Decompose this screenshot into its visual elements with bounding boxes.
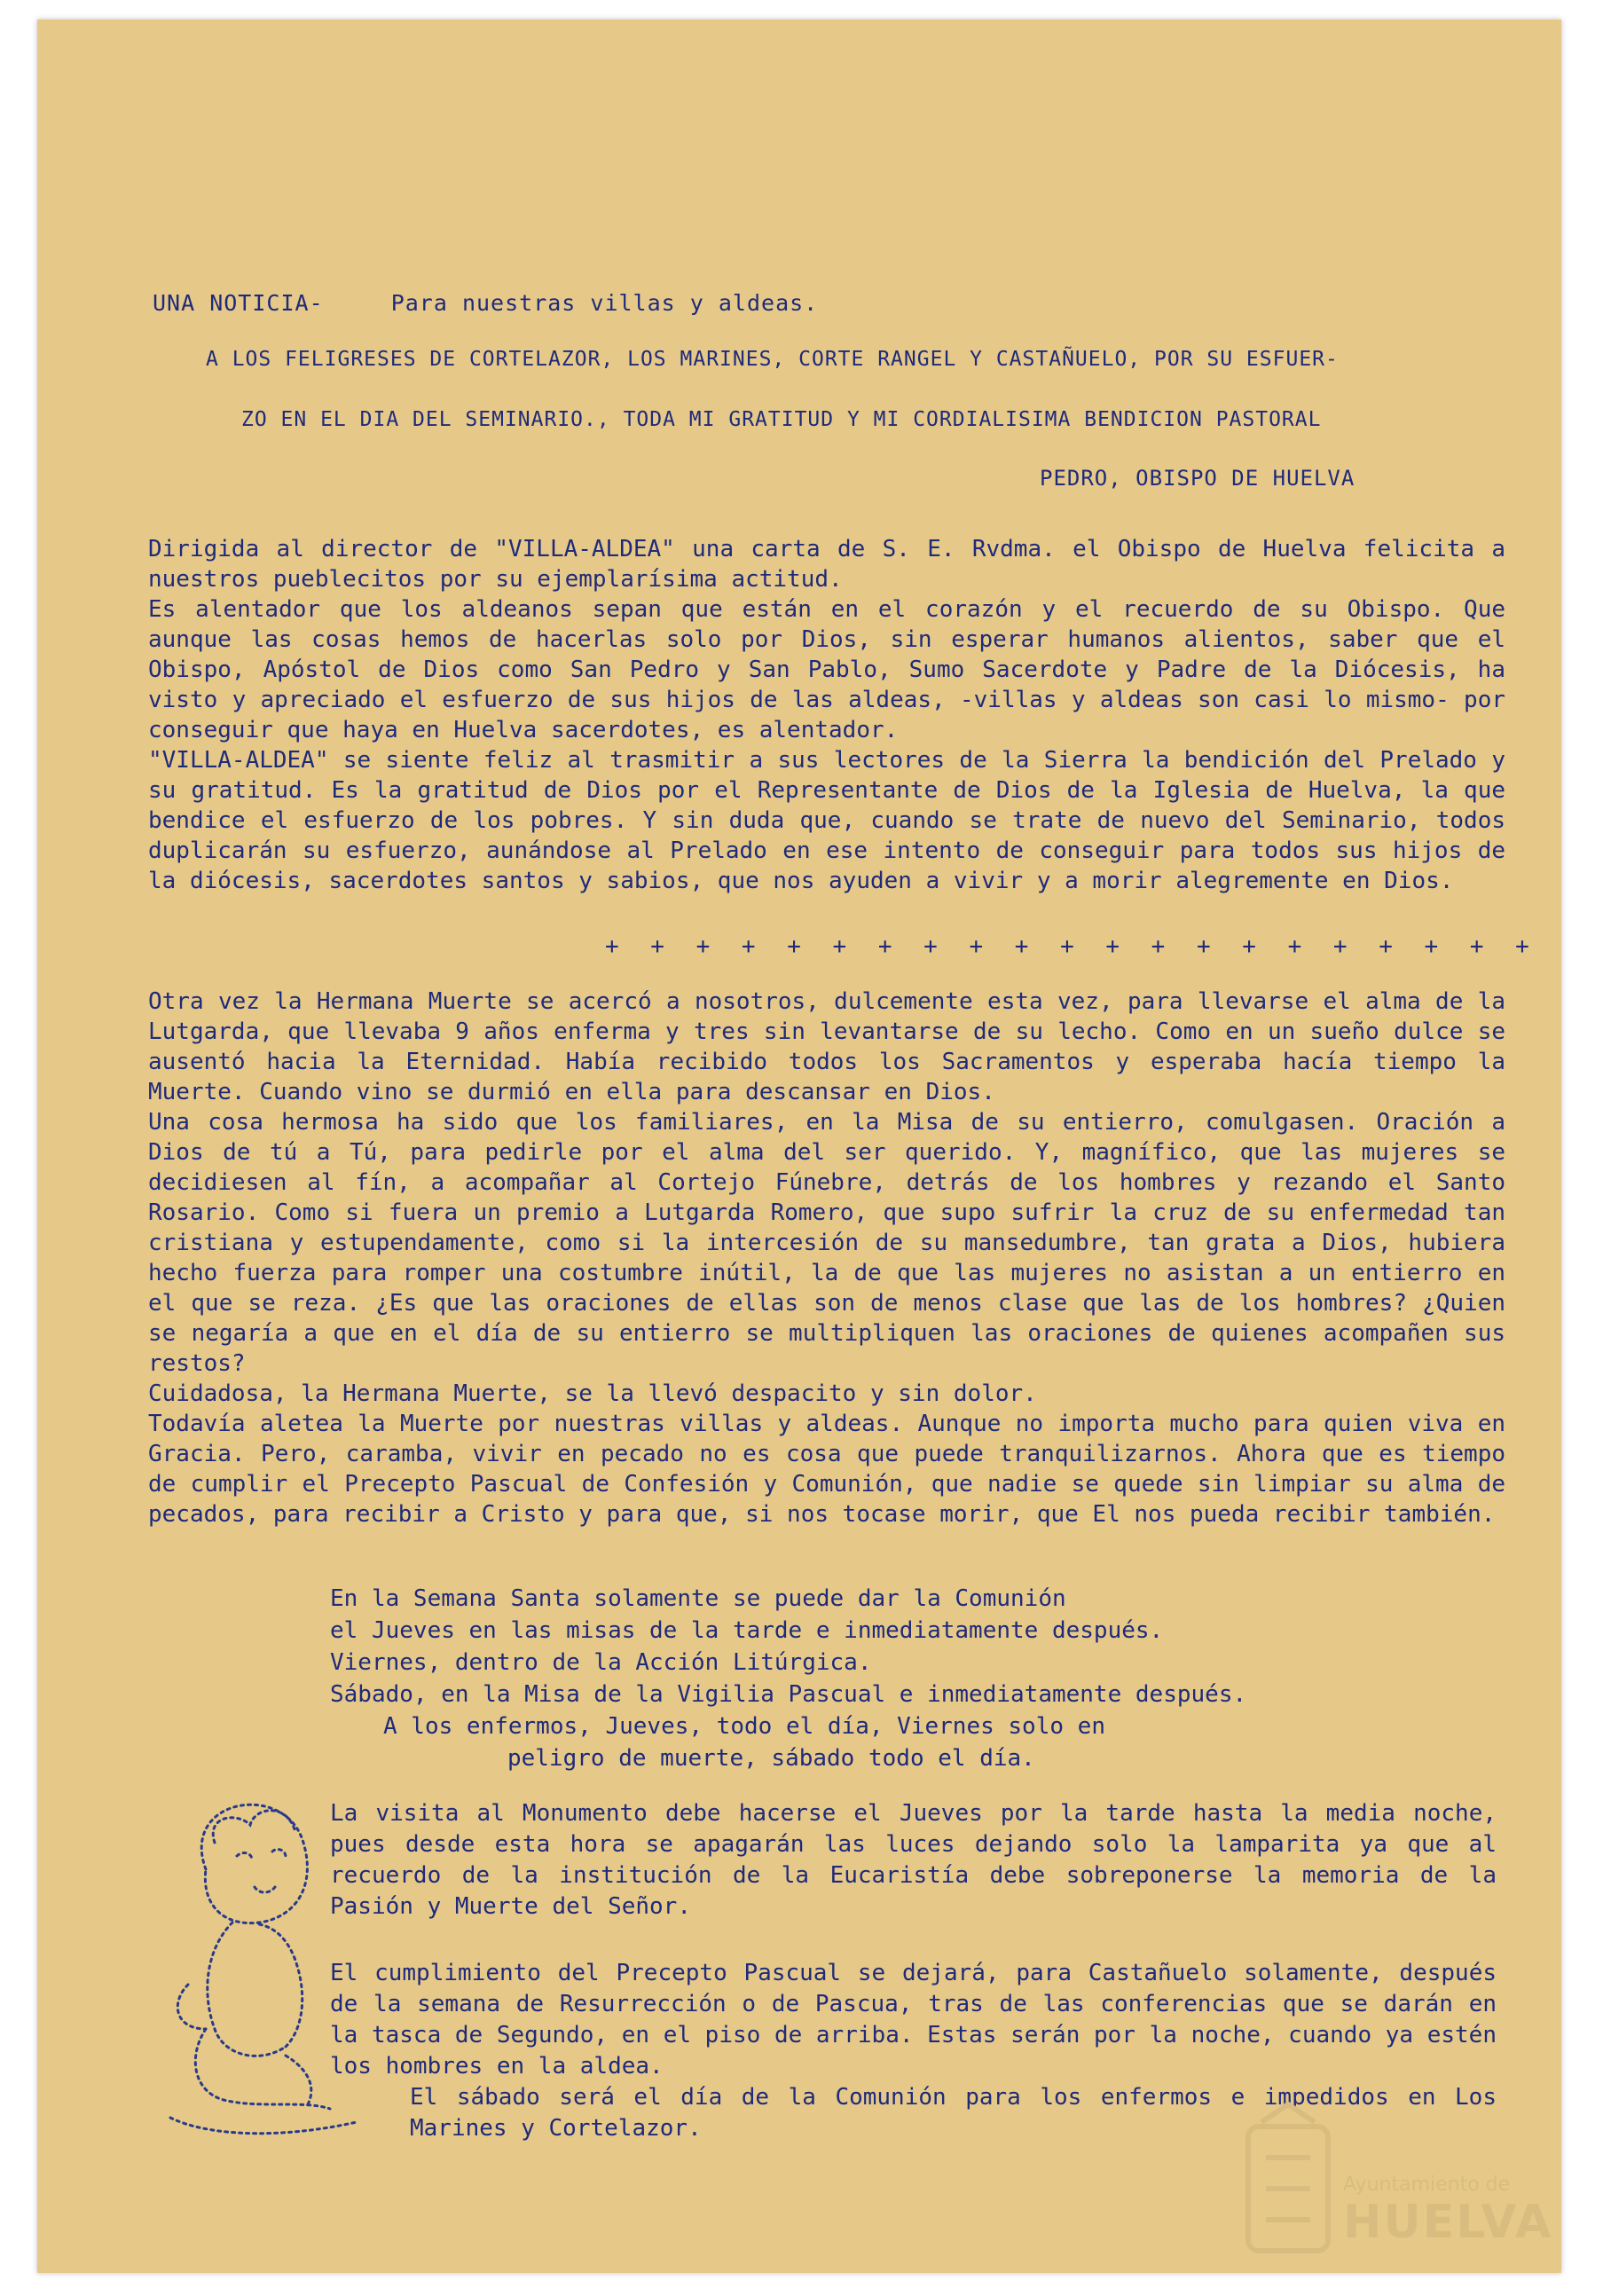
- notice-precepto-pascual: El cumplimiento del Precepto Pascual se dejará, para Castañuelo solamente, después de la semana de Resurrección o de Pascua, tras de las conferencias que se darán en la tasca de Segundo, en el piso de arriba. Estas serán por la noche, cuando ya estén los hombres en la aldea.: [330, 1960, 1497, 2080]
- schedule-line: Sábado, en la Misa de la Vigilia Pascual e inmediatamente después.: [330, 1681, 1247, 1708]
- paragraph: Todavía aletea la Muerte por nuestras villas y aldeas. Aunque no importa mucho para quien viva en Gracia. Pero, caramba, vivir en pecado no es cosa que puede tranquilizarnos. Ahora que es tiempo de cumplir el Precepto Pascual de Confesión y Comunión, que nadie se quede sin limpiar su alma de pecados, para recibir a Cristo y para que, si nos tocase morir, que El nos pueda recibir también.: [148, 1411, 1505, 1528]
- schedule-line: el Jueves en las misas de la tarde e inmediatamente después.: [330, 1617, 1164, 1644]
- paragraph: Dirigida al director de "VILLA-ALDEA" una carta de S. E. Rvdma. el Obispo de Huelva felicita a nuestros pueblecitos por su ejemplarísima actitud.: [148, 536, 1505, 593]
- paragraph: Cuidadosa, la Hermana Muerte, se la llevó despacito y sin dolor.: [148, 1380, 1037, 1407]
- notice-subtitle: Para nuestras villas y aldeas.: [390, 290, 819, 316]
- notice-tag: UNA NOTICIA-: [153, 290, 324, 316]
- holy-week-schedule: [330, 1583, 1246, 1774]
- article-bishop-letter: [148, 534, 1505, 942]
- paragraph: "VILLA-ALDEA" se siente feliz al trasmitir a sus lectores de la Sierra la bendición del Prelado y su gratitud. Es la gratitud de Dios por el Representante de Dios de la Iglesia de Huelva, la que bendice el esfuerzo de los pobres. Y sin duda que, cuando se trate de nuevo del Seminario, todos duplicarán su esfuerzo, aunándose al Prelado en ese intento de conseguir para todos sus hijos de la diócesis, sacerdotes santos y sabios, que nos ayuden a vivir y a morir alegremente en Dios.: [148, 747, 1505, 894]
- document-page: [37, 20, 1561, 2273]
- section-separator: + + + + + + + + + + + + + + + + + + + + +: [605, 933, 1538, 960]
- watermark-city: HUELVA: [1343, 2196, 1553, 2249]
- schedule-line: peligro de muerte, sábado todo el día.: [507, 1745, 1035, 1772]
- schedule-line: A los enfermos, Jueves, todo el día, Viernes solo en: [383, 1713, 1105, 1740]
- dedication-line-2: ZO EN EL DIA DEL SEMINARIO., TODA MI GRATITUD Y MI CORDIALISIMA BENDICION PASTORAL: [241, 408, 1322, 431]
- bishop-signature: PEDRO, OBISPO DE HUELVA: [1040, 466, 1355, 491]
- article-hermana-muerte: [148, 987, 1505, 1554]
- notice-comunion-enfermos: El sábado será el día de la Comunión para los enfermos e impedidos en Los Marines y Cortelazor.: [410, 2084, 1497, 2142]
- paragraph: Otra vez la Hermana Muerte se acercó a nosotros, dulcemente esta vez, para llevarse el alma de la Lutgarda, que llevaba 9 años enferma y tres sin levantarse de su lecho. Como en un sueño dulce se ausentó hacia la Eternidad. Había recibido todos los Sacramentos y esperaba hacía tiempo la Muerte. Cuando vino se durmió en ella para descansar en Dios.: [148, 988, 1505, 1105]
- paragraph: Es alentador que los aldeanos sepan que están en el corazón y el recuerdo de su Obispo. Que aunque las cosas hemos de hacerlas solo por Dios, sin esperar humanos alientos, saber que el Obispo, Apóstol de Dios como San Pedro y San Pablo, Sumo Sacerdote y Padre de la Diócesis, ha visto y apreciado el esfuerzo de sus hijos de las aldeas, -villas y aldeas son casi lo mismo- por conseguir que haya en Huelva sacerdotes, es alentador.: [148, 596, 1505, 743]
- watermark-name: Ayuntamiento de: [1343, 2174, 1511, 2196]
- schedule-line: Viernes, dentro de la Acción Litúrgica.: [330, 1649, 872, 1676]
- notice-monumento: La visita al Monumento debe hacerse el Jueves por la tarde hasta la media noche, pues desde esta hora se apagarán las luces dejando solo la lamparita ya que al recuerdo de la institución de la Eucaristía debe sobreponerse la memoria de la Pasión y Muerte del Señor.: [330, 1800, 1497, 1920]
- dedication-line-1: A LOS FELIGRESES DE CORTELAZOR, LOS MARINES, CORTE RANGEL Y CASTAÑUELO, POR SU ESFUER-: [206, 348, 1339, 371]
- paragraph: Una cosa hermosa ha sido que los familiares, en la Misa de su entierro, comulgasen. Oración a Dios de tú a Tú, para pedirle por el alma del ser querido. Y, magnífico, que las mujeres se decidiesen al fín, a acompañar al Cortejo Fúnebre, detrás de los hombres y rezando el Santo Rosario. Como si fuera un premio a Lutgarda Romero, que supo sufrir la cruz de su enfermedad tan cristiana y estupendamente, como si la intercesión de su mansedumbre, tan grata a Dios, hubiera hecho fuerza para romper una costumbre inútil, la de que las mujeres no asistan a un entierro en el que se reza. ¿Es que las oraciones de ellas son de menos clase que las de los hombres? ¿Quien se negaría a que en el día de su entierro se multipliquen las oraciones de quienes acompañen sus restos?: [148, 1109, 1505, 1377]
- header-line-1: [153, 290, 818, 316]
- schedule-line: En la Semana Santa solamente se puede dar la Comunión: [330, 1585, 1066, 1612]
